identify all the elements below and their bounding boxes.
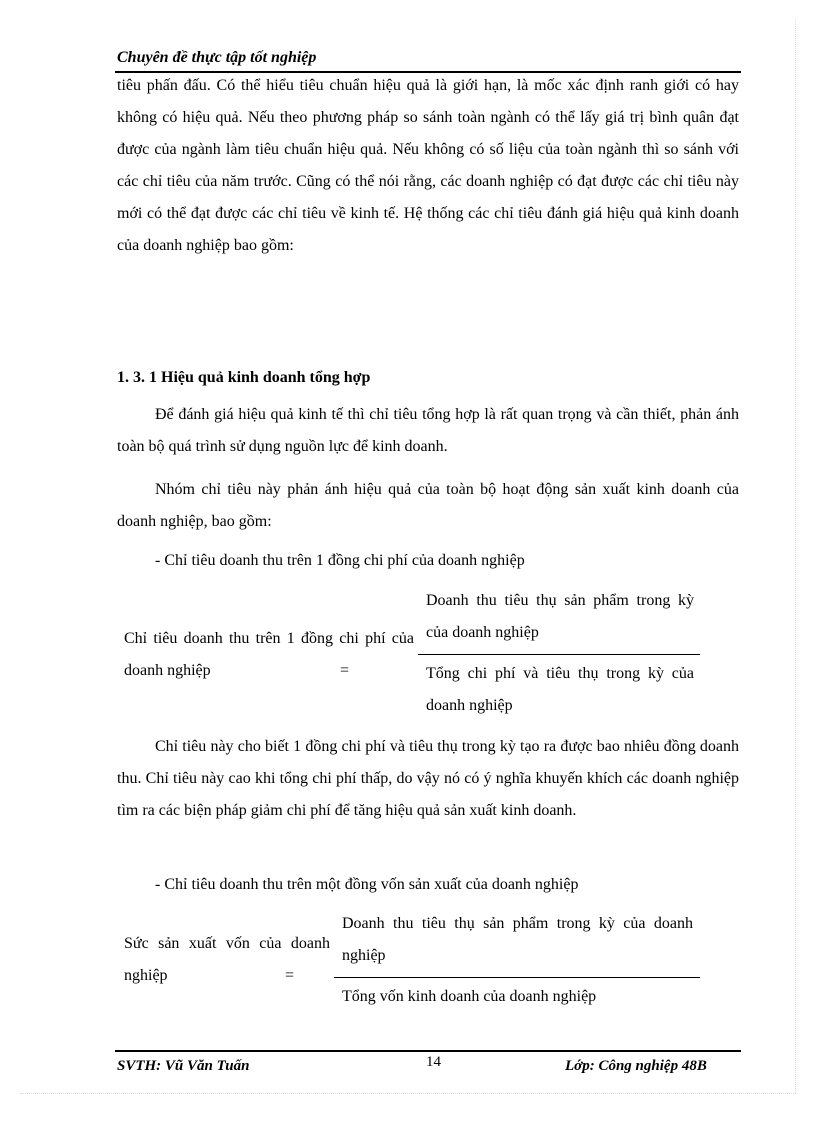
formula-label: Chỉ tiêu doanh thu trên 1 đồng chi phí của doanh nghiệp bbox=[124, 630, 414, 679]
page-number: 14 bbox=[426, 1054, 441, 1070]
fraction-denominator: Tổng vốn kinh doanh của doanh nghiệp bbox=[342, 988, 597, 1005]
fraction-numerator: Doanh thu tiêu thụ sản phẩm trong kỳ của doanh nghiệp bbox=[426, 592, 694, 641]
footer-author: SVTH: Vũ Văn Tuấn bbox=[117, 1058, 250, 1074]
section-heading: 1. 3. 1 Hiệu quả kinh doanh tổng hợp bbox=[117, 369, 371, 386]
intro-paragraph: tiêu phấn đấu. Có thể hiểu tiêu chuẩn hiệu quả là giới hạn, là mốc xác định ranh giới có hay không có hiệu quả. Nếu theo phương pháp so sánh toàn ngành có thể lấy giá trị bình quân đạt được của ngành làm tiêu chuẩn hiệu quả. Nếu không có số liệu của toàn ngành thì so sánh với các chỉ tiêu của năm trước. Cũng có thể nói rằng, các doanh nghiệp có đạt được các chỉ tiêu này mới có thể đạt được các chỉ tiêu về kinh tế. Hệ thống các chỉ tiêu đánh giá hiệu quả kinh doanh của doanh nghiệp bao gồm: bbox=[117, 77, 739, 254]
paragraph-overall-efficiency: Để đánh giá hiệu quả kinh tế thì chỉ tiêu tổng hợp là rất quan trọng và cần thiết, phản ánh toàn bộ quá trình sử dụng nguồn lực để kinh doanh. bbox=[117, 406, 739, 455]
equals-sign: = bbox=[340, 662, 350, 679]
footer-class: Lớp: Công nghiệp 48B bbox=[565, 1058, 707, 1074]
paragraph-indicator-meaning: Chỉ tiêu này cho biết 1 đồng chi phí và tiêu thụ trong kỳ tạo ra được bao nhiêu đồng doanh thu. Chỉ tiêu này cao khi tổng chi phí thấp, do vậy nó có ý nghĩa khuyến khích các doanh nghiệp tìm ra các biện pháp giảm chi phí để tăng hiệu quả sản xuất kinh doanh. bbox=[117, 738, 739, 819]
header-title: Chuyên đề thực tập tốt nghiệp bbox=[117, 49, 317, 66]
fraction-numerator: Doanh thu tiêu thụ sản phẩm trong kỳ của doanh nghiệp bbox=[342, 915, 693, 964]
paragraph-indicator-group: Nhóm chỉ tiêu này phản ánh hiệu quả của toàn bộ hoạt động sản xuất kinh doanh của doanh nghiệp, bao gồm: bbox=[117, 481, 739, 530]
equals-sign: = bbox=[285, 967, 295, 984]
fraction-bar bbox=[334, 977, 700, 978]
page-edge-bottom bbox=[20, 1093, 796, 1094]
formula-label: Sức sản xuất vốn của doanh nghiệp bbox=[124, 935, 330, 984]
bullet-revenue-per-cost: - Chỉ tiêu doanh thu trên 1 đồng chi phí của doanh nghiệp bbox=[155, 552, 525, 569]
page-edge-right bbox=[795, 20, 796, 1093]
fraction-denominator: Tổng chi phí và tiêu thụ trong kỳ của doanh nghiệp bbox=[426, 665, 694, 714]
fraction-bar bbox=[418, 654, 700, 655]
bullet-revenue-per-capital: - Chỉ tiêu doanh thu trên một đồng vốn sản xuất của doanh nghiệp bbox=[155, 876, 579, 893]
